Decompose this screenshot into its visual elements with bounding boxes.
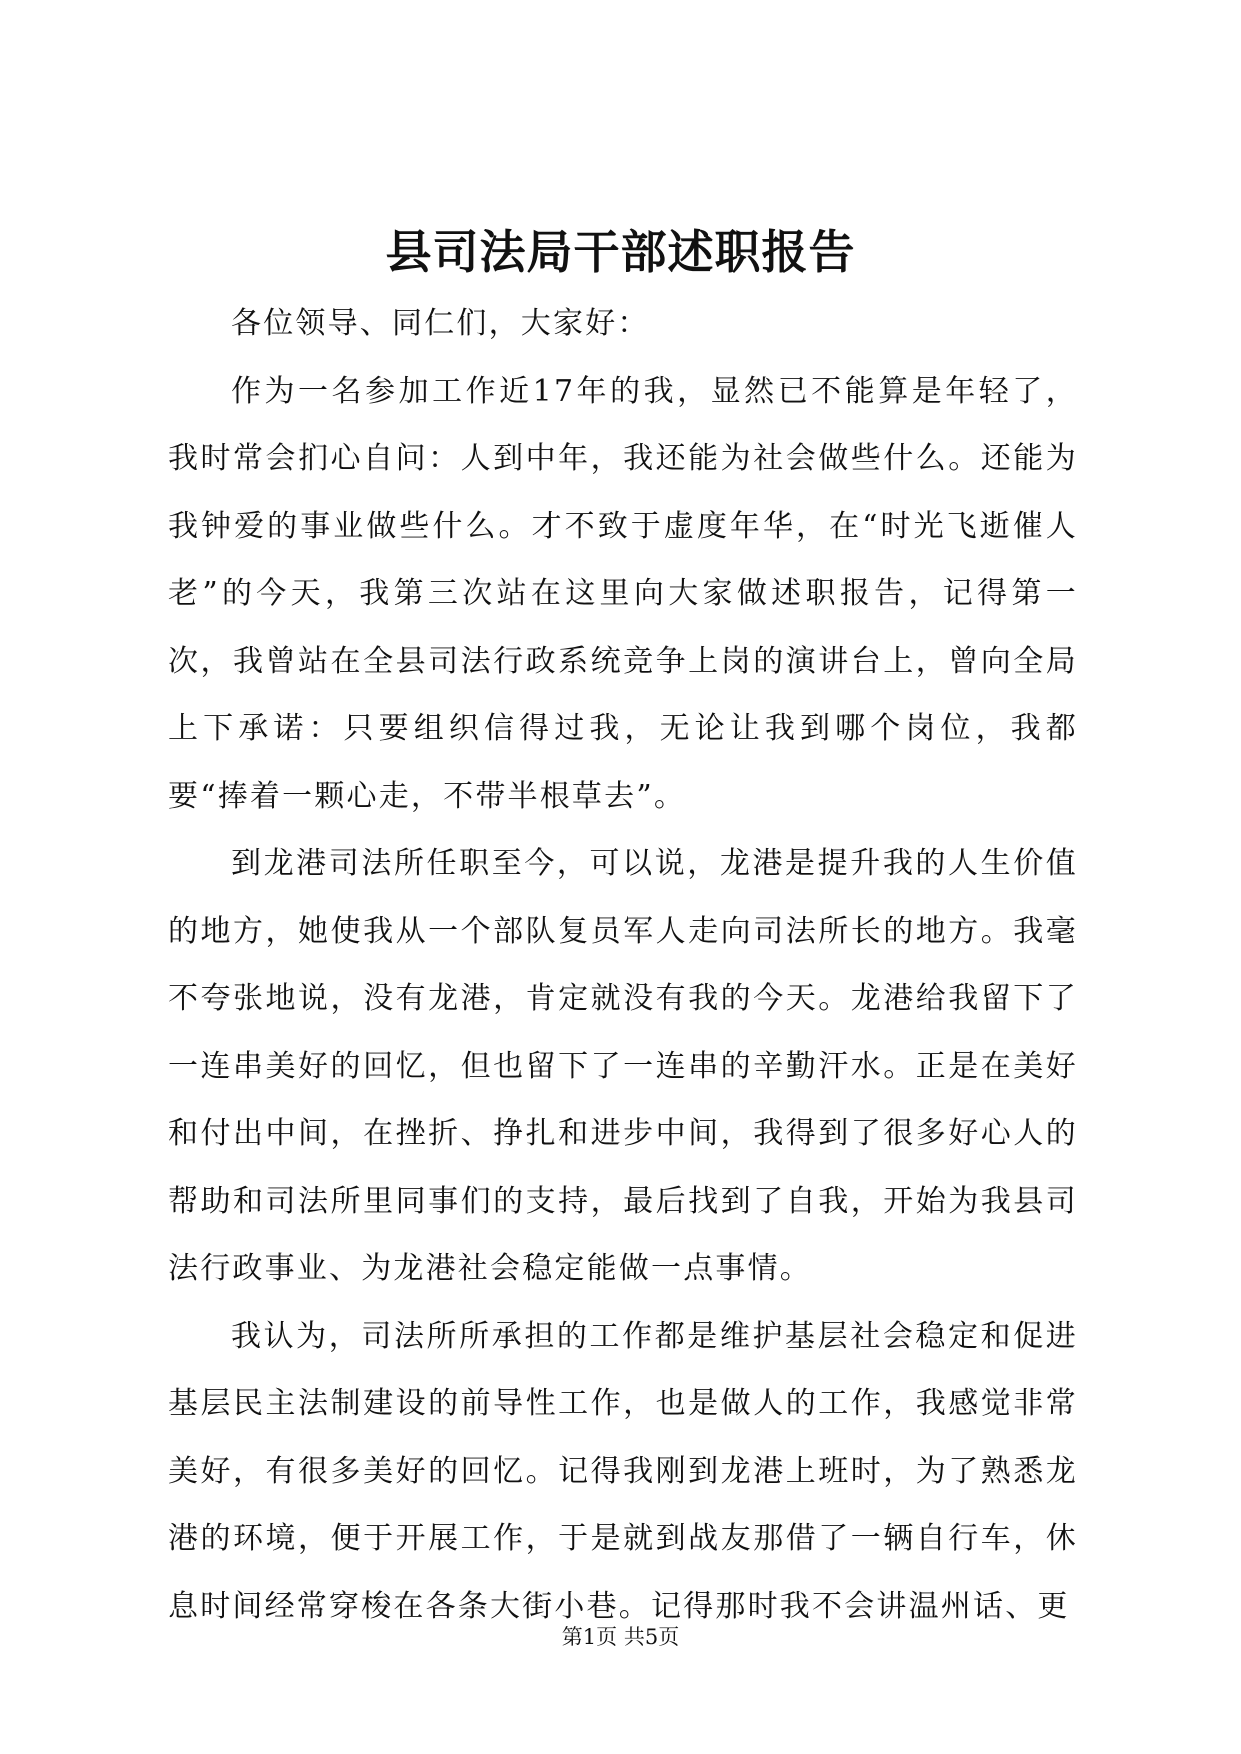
page-number: 第1页 共5页 [561,1625,680,1649]
page-footer [0,1622,1241,1652]
paragraph-3: 我认为，司法所所承担的工作都是维护基层社会稳定和促进基层民主法制建设的前导性工作，也是做人的工作，我感觉非常美好，有很多美好的回忆。记得我刚到龙港上班时，为了熟悉龙港的环境，便于开展工作，于是就到战友那借了一辆自行车，休息时间经常穿梭在各条大街小巷。记得那时我不会讲温州话、更 [168,1318,1078,1624]
paragraph-greeting: 各位领导、同仁们，大家好： [231,306,650,341]
paragraph-1: 作为一名参加工作近17年的我，显然已不能算是年轻了，我时常会扪心自问：人到中年，我还能为社会做些什么。还能为我钟爱的事业做些什么。才不致于虚度年华，在“时光飞逝催人老”的今天，我第三次站在这里向大家做述职报告，记得第一次，我曾站在全县司法行政系统竞争上岗的演讲台上，曾向全局上下承诺：只要组织信得过我，无论让我到哪个岗位，我都要“捧着一颗心走，不带半根草去”。 [168,373,1078,814]
paragraph-2: 到龙港司法所任职至今，可以说，龙港是提升我的人生价值的地方，她使我从一个部队复员军人走向司法所长的地方。我毫不夸张地说，没有龙港，肯定就没有我的今天。龙港给我留下了一连串美好的回忆，但也留下了一连串的辛勤汗水。正是在美好和付出中间，在挫折、挣扎和进步中间，我得到了很多好心人的帮助和司法所里同事们的支持，最后找到了自我，开始为我县司法行政事业、为龙港社会稳定能做一点事情。 [168,846,1078,1286]
document-body [168,290,1078,1640]
document-title: 县司法局干部述职报告 [385,225,856,279]
